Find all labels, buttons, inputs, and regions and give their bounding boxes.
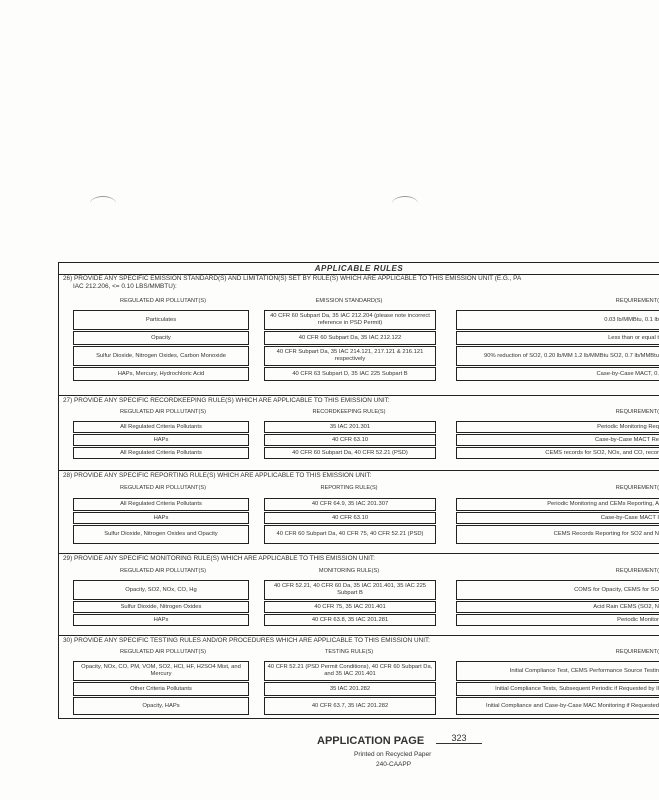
cell-requirement: Acid Rain CEMS (SO2, N bbox=[456, 601, 659, 613]
cell-requirement: 0.03 lb/MMBtu, 0.1 lb bbox=[456, 310, 659, 330]
section-divider bbox=[59, 470, 659, 471]
cell-pollutant: Sulfur Dioxide, Nitrogen Oxides, Carbon Monoxide bbox=[73, 346, 249, 366]
col-header-pollutant: REGULATED AIR POLLUTANT(S) bbox=[120, 298, 206, 304]
cell-pollutant: HAPs bbox=[73, 434, 249, 446]
cell-requirement: COMS for Opacity, CEMS for SO bbox=[456, 580, 659, 600]
cell-pollutant: Opacity, NOx, CO, PM, VOM, SO2, HCl, HF, H2SO4 Mist, and Mercury bbox=[73, 661, 249, 681]
form-header: APPLICABLE RULES bbox=[59, 263, 659, 275]
applicable-rules-form bbox=[58, 262, 659, 719]
punch-hole-left bbox=[90, 196, 116, 211]
section-divider bbox=[59, 395, 659, 396]
cell-rule: 35 IAC 201.301 bbox=[264, 421, 436, 433]
cell-pollutant: Opacity, HAPs bbox=[73, 697, 249, 715]
section-divider bbox=[59, 635, 659, 636]
cell-pollutant: Opacity bbox=[73, 331, 249, 345]
col-header-pollutant: REGULATED AIR POLLUTANT(S) bbox=[120, 649, 206, 655]
col-header-pollutant: REGULATED AIR POLLUTANT(S) bbox=[120, 409, 206, 415]
col-header-pollutant: REGULATED AIR POLLUTANT(S) bbox=[120, 568, 206, 574]
cell-rule: 40 CFR 63.8, 35 IAC 201.281 bbox=[264, 614, 436, 626]
col-header-requirement: REQUIREMENT( bbox=[615, 298, 659, 304]
question-26-example: IAC 212.206, <= 0.10 LBS/MMBTU): bbox=[73, 283, 177, 290]
cell-rule: 40 CFR 75, 35 IAC 201.401 bbox=[264, 601, 436, 613]
application-page-number: 323 bbox=[436, 733, 482, 744]
cell-pollutant: Particulates bbox=[73, 310, 249, 330]
cell-requirement: Periodic Monitoring Req bbox=[456, 421, 659, 433]
cell-pollutant: HAPs bbox=[73, 614, 249, 626]
col-header-pollutant: REGULATED AIR POLLUTANT(S) bbox=[120, 485, 206, 491]
cell-rule: 40 CFR Subpart Da, 35 IAC 214.121, 217.121 & 216.121 respectively bbox=[264, 346, 436, 366]
col-header-testing: TESTING RULE(S) bbox=[324, 649, 374, 655]
col-header-requirement: REQUIREMENT( bbox=[615, 485, 659, 491]
section-divider bbox=[59, 553, 659, 554]
cell-requirement: Initial Compliance Tests, Subsequent Periodic if Requested by Il bbox=[456, 682, 659, 696]
cell-pollutant: Sulfur Dioxide, Nitrogen Oxides bbox=[73, 601, 249, 613]
form-id: 240-CAAPP bbox=[376, 761, 412, 768]
col-header-reporting: REPORTING RULE(S) bbox=[320, 485, 378, 491]
cell-requirement: Less than or equal t bbox=[456, 331, 659, 345]
cell-requirement: Case-by-Case MACT Re bbox=[456, 434, 659, 446]
cell-pollutant: All Regulated Criteria Pollutants bbox=[73, 421, 249, 433]
cell-requirement: Initial Compliance and Case-by-Case MAC Monitoring if Requested bbox=[456, 697, 659, 715]
col-header-monitoring: MONITORING RULE(S) bbox=[318, 568, 380, 574]
cell-rule: 40 CFR 60 Subpart Da, 35 IAC 212.122 bbox=[264, 331, 436, 345]
cell-pollutant: All Regulated Criteria Pollutants bbox=[73, 447, 249, 459]
cell-rule: 40 CFR 63 Subpart D, 35 IAC 225 Subpart B bbox=[264, 367, 436, 381]
col-header-emission-standard: EMISSION STANDARD(S) bbox=[315, 298, 383, 304]
cell-rule: 40 CFR 60 Subpart Da, 40 CFR 52.21 (PSD) bbox=[264, 447, 436, 459]
question-27: 27) PROVIDE ANY SPECIFIC RECORDKEEPING RULE(S) WHICH ARE APPLICABLE TO THIS EMISSION UNIT: bbox=[63, 397, 390, 404]
cell-requirement: CEMS Records Reporting for SO2 and N bbox=[456, 525, 659, 544]
cell-rule: 40 CFR 52.21, 40 CFR 60 Da, 35 IAC 201.401, 35 IAC 225 Subpart B bbox=[264, 580, 436, 600]
cell-pollutant: Opacity, SO2, NOx, CO, Hg bbox=[73, 580, 249, 600]
cell-rule: 40 CFR 63.10 bbox=[264, 512, 436, 524]
cell-requirement: CEMS records for SO2, NOx, and CO, recor bbox=[456, 447, 659, 459]
question-26: 26) PROVIDE ANY SPECIFIC EMISSION STANDARD(S) AND LIMITATION(S) SET BY RULE(S) WHICH ARE APPLICABLE TO THIS EMISSION UNIT (E.G., PA bbox=[63, 275, 522, 282]
cell-rule: 35 IAC 201.282 bbox=[264, 682, 436, 696]
cell-pollutant: All Regulated Criteria Pollutants bbox=[73, 498, 249, 511]
cell-rule: 40 CFR 63.7, 35 IAC 201.282 bbox=[264, 697, 436, 715]
cell-requirement: Case-by-Case MACT, 0. bbox=[456, 367, 659, 381]
cell-requirement: 90% reduction of SO2, 0.20 lb/MM 1.2 lb/MMBtu SO2, 0.7 lb/MMBtu bbox=[456, 346, 659, 366]
cell-rule: 40 CFR 64.9, 35 IAC 201.307 bbox=[264, 498, 436, 511]
cell-rule: 40 CFR 60 Subpart Da, 40 CFR 75, 40 CFR 52.21 (PSD) bbox=[264, 525, 436, 544]
col-header-requirement: REQUIREMENT( bbox=[615, 568, 659, 574]
col-header-requirement: REQUIREMENT( bbox=[615, 649, 659, 655]
cell-pollutant: Other Criteria Pollutants bbox=[73, 682, 249, 696]
col-header-requirement: REQUIREMENT( bbox=[615, 409, 659, 415]
cell-requirement: Case-by-Case MACT I bbox=[456, 512, 659, 524]
application-page-label: APPLICATION PAGE bbox=[317, 735, 425, 747]
cell-rule: 40 CFR 63.10 bbox=[264, 434, 436, 446]
cell-rule: 40 CFR 52.21 (PSD Permit Conditions), 40 CFR 60 Subpart Da, and 35 IAC 201.401 bbox=[264, 661, 436, 681]
punch-hole-right bbox=[392, 196, 418, 211]
question-28: 28) PROVIDE ANY SPECIFIC REPORTING RULE(S) WHICH ARE APPLICABLE TO THIS EMISSION UNIT: bbox=[63, 472, 372, 479]
cell-requirement: Periodic Monitor bbox=[456, 614, 659, 626]
cell-pollutant: HAPs, Mercury, Hydrochloric Acid bbox=[73, 367, 249, 381]
question-30: 30) PROVIDE ANY SPECIFIC TESTING RULES AND/OR PROCEDURES WHICH ARE APPLICABLE TO THIS EMISSION UNIT: bbox=[63, 637, 430, 644]
cell-rule: 40 CFR 60 Subpart Da, 35 IAC 212.204 (please note incorrect reference in PSD Permit) bbox=[264, 310, 436, 330]
cell-pollutant: Sulfur Dioxide, Nitrogen Oxides and Opacity bbox=[73, 525, 249, 544]
recycled-paper-note: Printed on Recycled Paper bbox=[354, 751, 432, 758]
question-29: 29) PROVIDE ANY SPECIFIC MONITORING RULE(S) WHICH ARE APPLICABLE TO THIS EMISSION UNIT: bbox=[63, 555, 375, 562]
cell-requirement: Periodic Monitoring and CEMs Reporting, A bbox=[456, 498, 659, 511]
cell-requirement: Initial Compliance Test, CEMS Performance Source Testin bbox=[456, 661, 659, 681]
col-header-recordkeeping: RECORDKEEPING RULE(S) bbox=[312, 409, 386, 415]
cell-pollutant: HAPs bbox=[73, 512, 249, 524]
